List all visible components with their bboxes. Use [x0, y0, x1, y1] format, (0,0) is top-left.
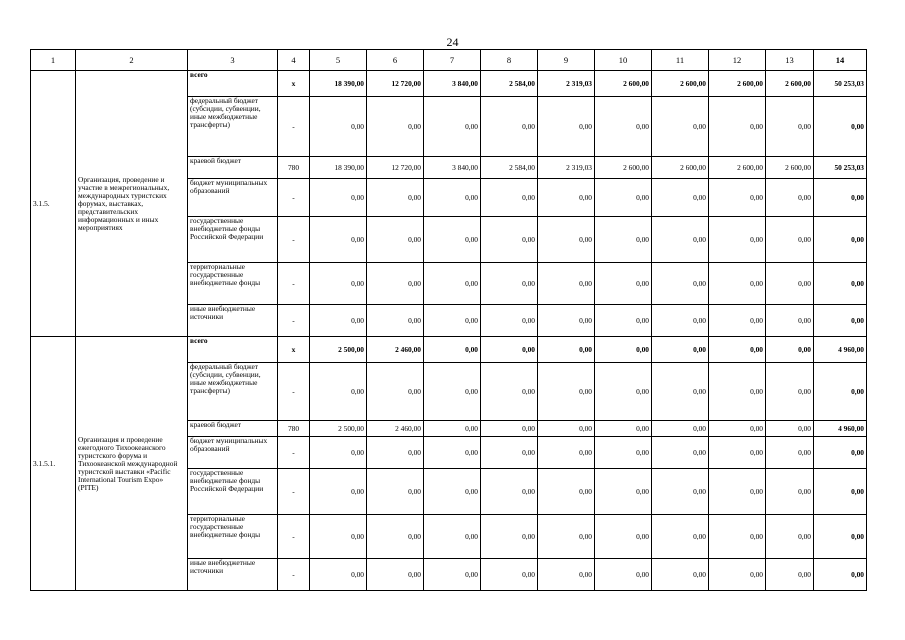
amount-cell: 0,00: [481, 363, 538, 421]
funding-source: иные внебюджетные источники: [188, 305, 278, 337]
amount-cell: 0,00: [652, 469, 709, 515]
amount-cell: 2 500,00: [310, 337, 367, 363]
amount-cell: 0,00: [538, 559, 595, 591]
amount-cell: 2 500,00: [310, 421, 367, 437]
funding-source: краевой бюджет: [188, 421, 278, 437]
section-name: Организация, проведение и участие в межрегиональных, международных туристских форумах, выставках, представительских информационных и иных мероприятиях: [76, 71, 188, 337]
amount-cell: 2 460,00: [367, 421, 424, 437]
amount-cell: 0,00: [424, 97, 481, 157]
amount-cell: 2 600,00: [652, 71, 709, 97]
funding-source: федеральный бюджет (субсидии, субвенции, иные межбюджетные трансферты): [188, 363, 278, 421]
amount-cell: 0,00: [481, 421, 538, 437]
amount-cell: 0,00: [367, 217, 424, 263]
amount-cell: 0,00: [709, 337, 766, 363]
funding-source: иные внебюджетные источники: [188, 559, 278, 591]
section-code: 3.1.5.: [31, 71, 76, 337]
amount-cell: 0,00: [652, 337, 709, 363]
budget-code: -: [278, 469, 310, 515]
amount-cell: 0,00: [424, 179, 481, 217]
amount-cell: 0,00: [424, 559, 481, 591]
header-cell: 11: [652, 50, 709, 71]
total-cell: 4 960,00: [814, 337, 867, 363]
table-body: [31, 71, 867, 591]
amount-cell: 0,00: [538, 217, 595, 263]
total-cell: 50 253,03: [814, 71, 867, 97]
amount-cell: 0,00: [424, 217, 481, 263]
funding-source: государственные внебюджетные фонды Российской Федерации: [188, 469, 278, 515]
header-cell: 13: [766, 50, 814, 71]
budget-code: 780: [278, 421, 310, 437]
amount-cell: 0,00: [367, 263, 424, 305]
amount-cell: 0,00: [766, 217, 814, 263]
funding-source: всего: [188, 71, 278, 97]
amount-cell: 2 600,00: [652, 157, 709, 179]
amount-cell: 0,00: [709, 559, 766, 591]
amount-cell: 0,00: [652, 305, 709, 337]
total-cell: 50 253,03: [814, 157, 867, 179]
funding-source: бюджет муниципальных образований: [188, 179, 278, 217]
header-cell: 8: [481, 50, 538, 71]
amount-cell: 0,00: [652, 559, 709, 591]
amount-cell: 2 460,00: [367, 337, 424, 363]
amount-cell: 0,00: [709, 217, 766, 263]
table-row-total: [31, 337, 867, 363]
amount-cell: 0,00: [367, 559, 424, 591]
amount-cell: 2 600,00: [766, 71, 814, 97]
amount-cell: 0,00: [766, 263, 814, 305]
amount-cell: 0,00: [652, 515, 709, 559]
amount-cell: 0,00: [538, 363, 595, 421]
amount-cell: 12 720,00: [367, 157, 424, 179]
amount-cell: 0,00: [766, 515, 814, 559]
amount-cell: 0,00: [367, 179, 424, 217]
header-cell: 6: [367, 50, 424, 71]
amount-cell: 0,00: [709, 437, 766, 469]
amount-cell: 0,00: [367, 437, 424, 469]
amount-cell: 0,00: [481, 469, 538, 515]
amount-cell: 0,00: [424, 263, 481, 305]
amount-cell: 0,00: [766, 179, 814, 217]
amount-cell: 2 600,00: [595, 71, 652, 97]
amount-cell: 0,00: [766, 305, 814, 337]
amount-cell: 0,00: [424, 437, 481, 469]
amount-cell: 0,00: [481, 559, 538, 591]
amount-cell: 0,00: [652, 421, 709, 437]
budget-code: х: [278, 337, 310, 363]
total-cell: 0,00: [814, 437, 867, 469]
funding-source: федеральный бюджет (субсидии, субвенции, иные межбюджетные трансферты): [188, 97, 278, 157]
amount-cell: 0,00: [310, 363, 367, 421]
amount-cell: 2 584,00: [481, 71, 538, 97]
amount-cell: 0,00: [310, 515, 367, 559]
amount-cell: 2 319,03: [538, 71, 595, 97]
amount-cell: 0,00: [595, 337, 652, 363]
total-cell: 0,00: [814, 179, 867, 217]
amount-cell: 0,00: [766, 437, 814, 469]
amount-cell: 2 319,03: [538, 157, 595, 179]
budget-code: -: [278, 217, 310, 263]
amount-cell: 0,00: [652, 217, 709, 263]
amount-cell: 0,00: [481, 217, 538, 263]
funding-source: государственные внебюджетные фонды Российской Федерации: [188, 217, 278, 263]
amount-cell: 0,00: [766, 97, 814, 157]
amount-cell: 3 840,00: [424, 71, 481, 97]
header-cell: 1: [31, 50, 76, 71]
budget-code: х: [278, 71, 310, 97]
amount-cell: 0,00: [766, 337, 814, 363]
header-row: [31, 50, 867, 71]
total-cell: 0,00: [814, 263, 867, 305]
budget-code: -: [278, 305, 310, 337]
amount-cell: 0,00: [595, 559, 652, 591]
budget-code: 780: [278, 157, 310, 179]
budget-table: [30, 49, 867, 591]
amount-cell: 3 840,00: [424, 157, 481, 179]
section-name: Организация и проведение ежегодного Тихоокеанского туристского форума и Тихоокеанской международной туристской выставки «Pacific International Tourism Expo» (PITE): [76, 337, 188, 591]
header-cell: 9: [538, 50, 595, 71]
amount-cell: 0,00: [310, 97, 367, 157]
amount-cell: 0,00: [766, 363, 814, 421]
amount-cell: 0,00: [424, 363, 481, 421]
amount-cell: 0,00: [481, 179, 538, 217]
amount-cell: 12 720,00: [367, 71, 424, 97]
page-number: 24: [446, 35, 459, 49]
budget-code: -: [278, 515, 310, 559]
amount-cell: 0,00: [538, 337, 595, 363]
amount-cell: 0,00: [538, 421, 595, 437]
amount-cell: 0,00: [424, 337, 481, 363]
amount-cell: 0,00: [481, 97, 538, 157]
amount-cell: 0,00: [595, 263, 652, 305]
total-cell: 0,00: [814, 515, 867, 559]
amount-cell: 0,00: [652, 263, 709, 305]
header-cell: 7: [424, 50, 481, 71]
amount-cell: 2 584,00: [481, 157, 538, 179]
amount-cell: 0,00: [709, 363, 766, 421]
amount-cell: 0,00: [310, 217, 367, 263]
amount-cell: 0,00: [595, 515, 652, 559]
amount-cell: 0,00: [481, 263, 538, 305]
budget-code: -: [278, 437, 310, 469]
header-cell: 10: [595, 50, 652, 71]
budget-code: -: [278, 179, 310, 217]
amount-cell: 0,00: [709, 263, 766, 305]
budget-code: -: [278, 559, 310, 591]
amount-cell: 0,00: [766, 421, 814, 437]
amount-cell: 0,00: [595, 179, 652, 217]
amount-cell: 0,00: [310, 559, 367, 591]
amount-cell: 0,00: [709, 421, 766, 437]
budget-code: -: [278, 97, 310, 157]
header-cell: 2: [76, 50, 188, 71]
amount-cell: 0,00: [424, 515, 481, 559]
amount-cell: 18 390,00: [310, 71, 367, 97]
amount-cell: 2 600,00: [709, 157, 766, 179]
amount-cell: 0,00: [538, 179, 595, 217]
amount-cell: 0,00: [709, 305, 766, 337]
amount-cell: 0,00: [481, 337, 538, 363]
amount-cell: 0,00: [367, 469, 424, 515]
amount-cell: 2 600,00: [766, 157, 814, 179]
amount-cell: 18 390,00: [310, 157, 367, 179]
amount-cell: 0,00: [538, 437, 595, 469]
amount-cell: 0,00: [652, 179, 709, 217]
table-row-total: [31, 71, 867, 97]
amount-cell: 0,00: [367, 305, 424, 337]
amount-cell: 0,00: [709, 515, 766, 559]
amount-cell: 2 600,00: [595, 157, 652, 179]
amount-cell: 0,00: [367, 363, 424, 421]
amount-cell: 0,00: [595, 97, 652, 157]
total-cell: 0,00: [814, 363, 867, 421]
section-code: 3.1.5.1.: [31, 337, 76, 591]
amount-cell: 0,00: [310, 263, 367, 305]
amount-cell: 0,00: [367, 97, 424, 157]
total-cell: 4 960,00: [814, 421, 867, 437]
funding-source: территориальные государственные внебюджетные фонды: [188, 263, 278, 305]
funding-source: краевой бюджет: [188, 157, 278, 179]
amount-cell: 0,00: [595, 421, 652, 437]
amount-cell: 2 600,00: [709, 71, 766, 97]
amount-cell: 0,00: [595, 469, 652, 515]
amount-cell: 0,00: [310, 469, 367, 515]
funding-source: всего: [188, 337, 278, 363]
budget-code: -: [278, 363, 310, 421]
amount-cell: 0,00: [310, 437, 367, 469]
amount-cell: 0,00: [652, 437, 709, 469]
table-header: [31, 50, 867, 71]
amount-cell: 0,00: [310, 305, 367, 337]
header-cell: 4: [278, 50, 310, 71]
amount-cell: 0,00: [424, 305, 481, 337]
amount-cell: 0,00: [424, 421, 481, 437]
funding-source: бюджет муниципальных образований: [188, 437, 278, 469]
amount-cell: 0,00: [595, 217, 652, 263]
header-cell: 3: [188, 50, 278, 71]
amount-cell: 0,00: [709, 97, 766, 157]
amount-cell: 0,00: [595, 363, 652, 421]
amount-cell: 0,00: [424, 469, 481, 515]
amount-cell: 0,00: [538, 515, 595, 559]
amount-cell: 0,00: [310, 179, 367, 217]
amount-cell: 0,00: [538, 469, 595, 515]
total-cell: 0,00: [814, 97, 867, 157]
amount-cell: 0,00: [595, 305, 652, 337]
amount-cell: 0,00: [367, 515, 424, 559]
amount-cell: 0,00: [709, 469, 766, 515]
header-cell: 12: [709, 50, 766, 71]
amount-cell: 0,00: [481, 515, 538, 559]
header-cell: 14: [814, 50, 867, 71]
total-cell: 0,00: [814, 469, 867, 515]
amount-cell: 0,00: [538, 305, 595, 337]
total-cell: 0,00: [814, 217, 867, 263]
amount-cell: 0,00: [766, 469, 814, 515]
amount-cell: 0,00: [595, 437, 652, 469]
amount-cell: 0,00: [652, 363, 709, 421]
total-cell: 0,00: [814, 559, 867, 591]
total-cell: 0,00: [814, 305, 867, 337]
funding-source: территориальные государственные внебюджетные фонды: [188, 515, 278, 559]
amount-cell: 0,00: [766, 559, 814, 591]
amount-cell: 0,00: [481, 305, 538, 337]
amount-cell: 0,00: [652, 97, 709, 157]
budget-code: -: [278, 263, 310, 305]
amount-cell: 0,00: [709, 179, 766, 217]
amount-cell: 0,00: [538, 97, 595, 157]
amount-cell: 0,00: [481, 437, 538, 469]
header-cell: 5: [310, 50, 367, 71]
amount-cell: 0,00: [538, 263, 595, 305]
